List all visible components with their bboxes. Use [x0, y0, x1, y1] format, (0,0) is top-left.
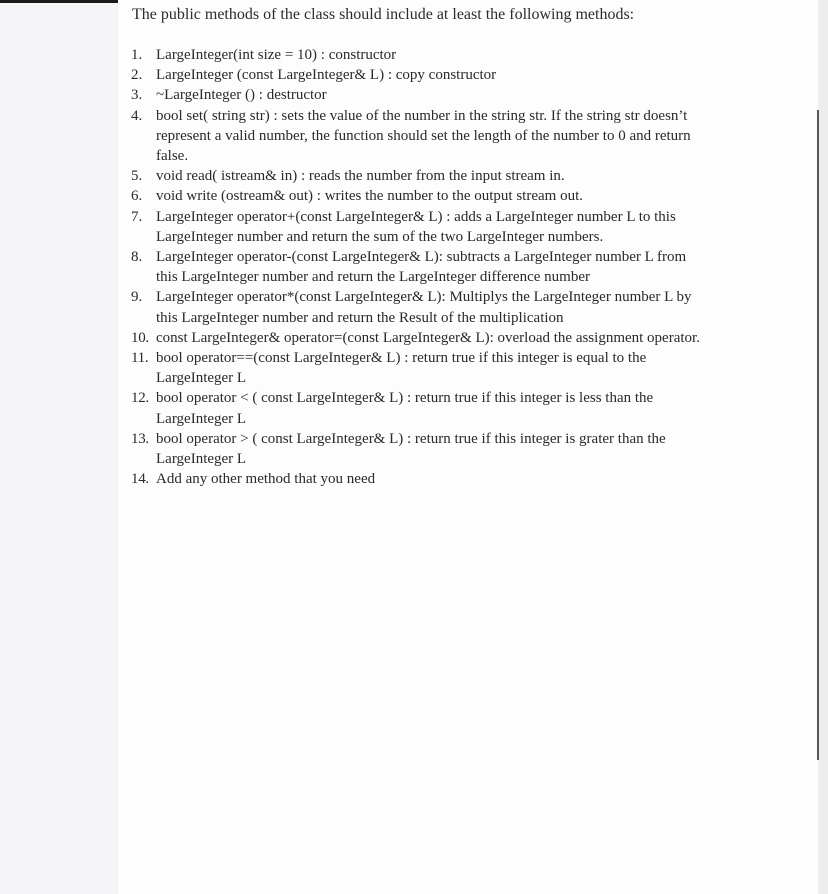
item-text: Add any other method that you need [156, 471, 376, 488]
item-number: 2. [131, 67, 143, 84]
list-item [131, 106, 711, 167]
item-number: 5. [131, 168, 143, 185]
item-text: const LargeInteger& operator=(const LargeInteger& L): overload the assignment operator. [156, 329, 700, 346]
method-list [131, 45, 711, 489]
item-text: LargeInteger operator+(const LargeInteger& L) : adds a LargeInteger number L to this LargeInteger number and return the sum of the two LargeInteger numbers. [156, 208, 676, 245]
item-text: LargeInteger(int size = 10) : constructor [156, 47, 397, 63]
list-item [131, 45, 711, 65]
item-number: 6. [131, 188, 143, 205]
list-item [131, 166, 711, 186]
list-item [131, 247, 711, 287]
list-item [131, 85, 711, 105]
item-number: 3. [131, 87, 143, 104]
item-number: 9. [131, 289, 143, 306]
list-item [131, 65, 711, 85]
list-item [131, 287, 711, 327]
item-number: 4. [131, 107, 143, 124]
item-text: LargeInteger operator-(const LargeInteger& L): subtracts a LargeInteger number L from this LargeInteger number and return the LargeInteger difference number [156, 249, 687, 286]
document-heading: The public methods of the class should include at least the following methods: [132, 6, 635, 23]
item-text: void write (ostream& out) : writes the number to the output stream out. [156, 188, 583, 205]
item-number: 10. [131, 329, 149, 346]
list-item [131, 186, 711, 206]
item-number: 12. [131, 390, 149, 407]
item-text: bool operator==(const LargeInteger& L) : return true if this integer is equal to the LargeInteger L [156, 350, 647, 387]
item-number: 1. [131, 47, 143, 63]
list-item [131, 388, 711, 428]
item-text: bool operator > ( const LargeInteger& L) : return true if this integer is grater than the LargeInteger L [156, 430, 666, 468]
list-item [131, 469, 711, 489]
item-number: 11. [131, 350, 149, 367]
item-text: bool operator < ( const LargeInteger& L) : return true if this integer is less than the LargeInteger L [156, 390, 654, 427]
list-item [131, 429, 711, 469]
item-text: ~LargeInteger () : destructor [156, 87, 327, 104]
list-item [131, 348, 711, 388]
item-number: 13. [131, 430, 149, 447]
item-text: bool set( string str) : sets the value of the number in the string str. If the string str doesn’t represent a valid number, the function should set the length of the number to 0 and return false. [156, 107, 691, 165]
item-number: 7. [131, 208, 143, 225]
scrollbar[interactable] [817, 110, 819, 760]
item-number: 14. [131, 471, 149, 488]
list-item [131, 328, 711, 348]
right-margin [818, 0, 828, 894]
item-text: void read( istream& in) : reads the number from the input stream in. [156, 168, 565, 185]
list-item [131, 207, 711, 247]
item-text: LargeInteger (const LargeInteger& L) : copy constructor [156, 67, 497, 84]
item-number: 8. [131, 249, 143, 266]
item-text: LargeInteger operator*(const LargeInteger& L): Multiplys the LargeInteger number L by this LargeInteger number and return the Result of the multiplication [156, 289, 692, 326]
